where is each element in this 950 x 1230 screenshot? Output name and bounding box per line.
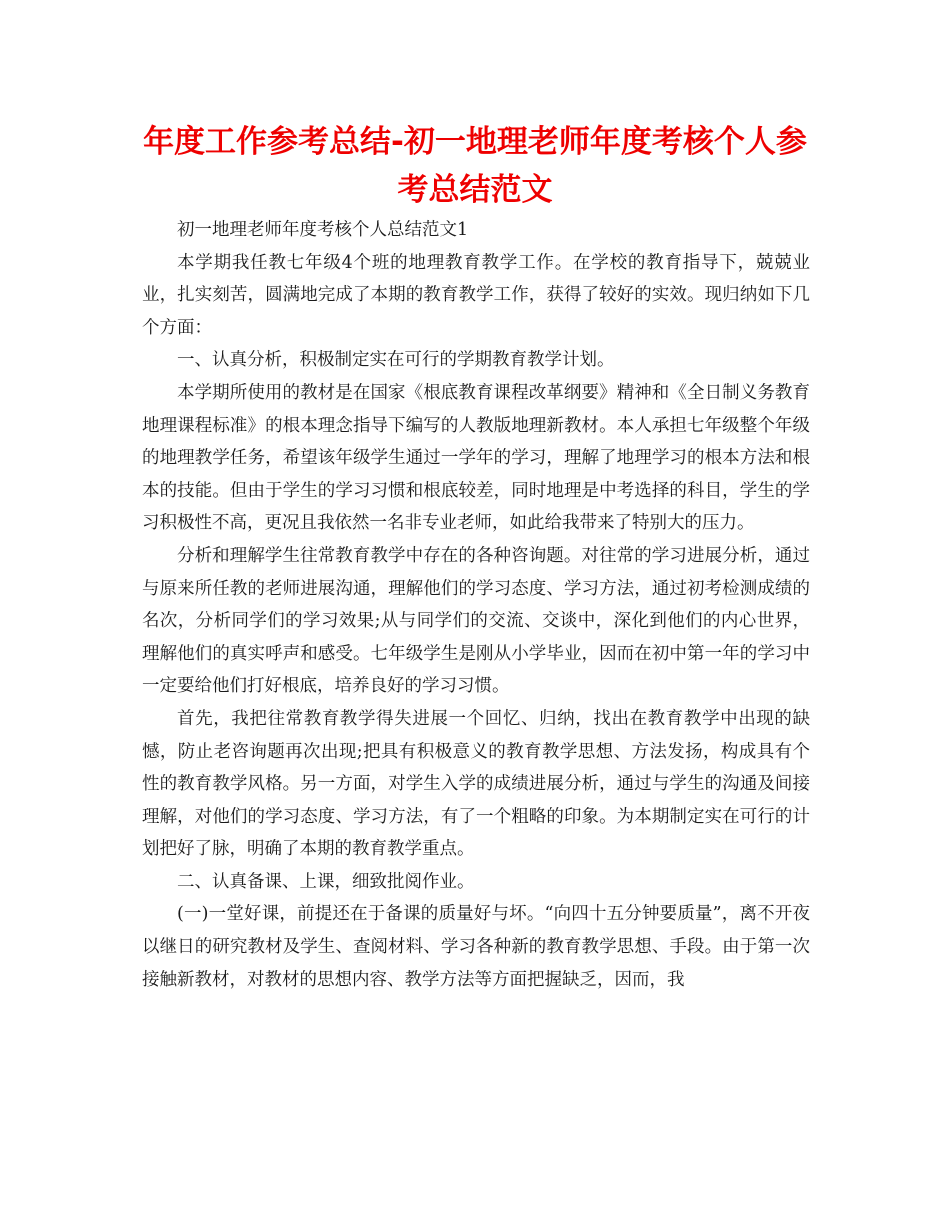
paragraph: 首先，我把往常教育教学得失进展一个回忆、归纳，找出在教育教学中出现的缺憾，防止老咨询题再次出现;把具有积极意义的教育教学思想、方法发扬，构成具有个性的教育教学风格。另一方面，对学生入学的成绩进展分析，通过与学生的沟通及间接理解，对他们的学习态度、学习方法，有了一个粗略的印象。为本期制定实在可行的计划把好了脉，明确了本期的教育教学重点。: [142, 708, 810, 860]
paragraph-subtitle: 初一地理老师年度考核个人总结范文1: [177, 220, 469, 240]
paragraph-intro: 本学期我任教七年级4个班的地理教育教学工作。在学校的教育指导下，兢兢业业，扎实刻苦，圆满地完成了本期的教育教学工作，获得了较好的实效。现归纳如下几个方面：: [142, 252, 810, 338]
paragraph: 本学期所使用的教材是在国家《根底教育课程改革纲要》精神和《全日制义务教育地理课程标准》的根本理念指导下编写的人教版地理新教材。本人承担七年级整个年级的地理教学任务，希望该年级学生通过一学年的学习，理解了地理学习的根本方法和根本的技能。但由于学生的学习习惯和根底较差，同时地理是中考选择的科目，学生的学习积极性不高，更况且我依然一名非专业老师，如此给我带来了特别大的压力。: [142, 382, 810, 534]
section-heading-1: 一、认真分析，积极制定实在可行的学期教育教学计划。: [177, 350, 615, 371]
paragraph: 分析和理解学生往常教育教学中存在的各种咨询题。对往常的学习进展分析，通过与原来所任教的老师进展沟通，理解他们的学习态度、学习方法，通过初考检测成绩的名次，分析同学们的学习效果;从与同学们的交流、交谈中，深化到他们的内心世界，理解他们的真实呼声和感受。七年级学生是刚从小学毕业，因而在初中第一年的学习中一定要给他们打好根底，培养良好的学习习惯。: [142, 545, 810, 697]
paragraph: (一)一堂好课，前提还在于备课的质量好与坏。“向四十五分钟要质量”，离不开夜以继日的研究教材及学生、查阅材料、学习各种新的教育教学思想、手段。由于第一次接触新教材，对教材的思想内容、教学方法等方面把握缺乏，因而，我: [142, 904, 810, 990]
document-title: 年度工作参考总结-初一地理老师年度考核个人参考总结范文: [143, 124, 807, 208]
document-body: [142, 214, 810, 996]
section-heading-2: 二、认真备课、上课，细致批阅作业。: [177, 871, 475, 892]
